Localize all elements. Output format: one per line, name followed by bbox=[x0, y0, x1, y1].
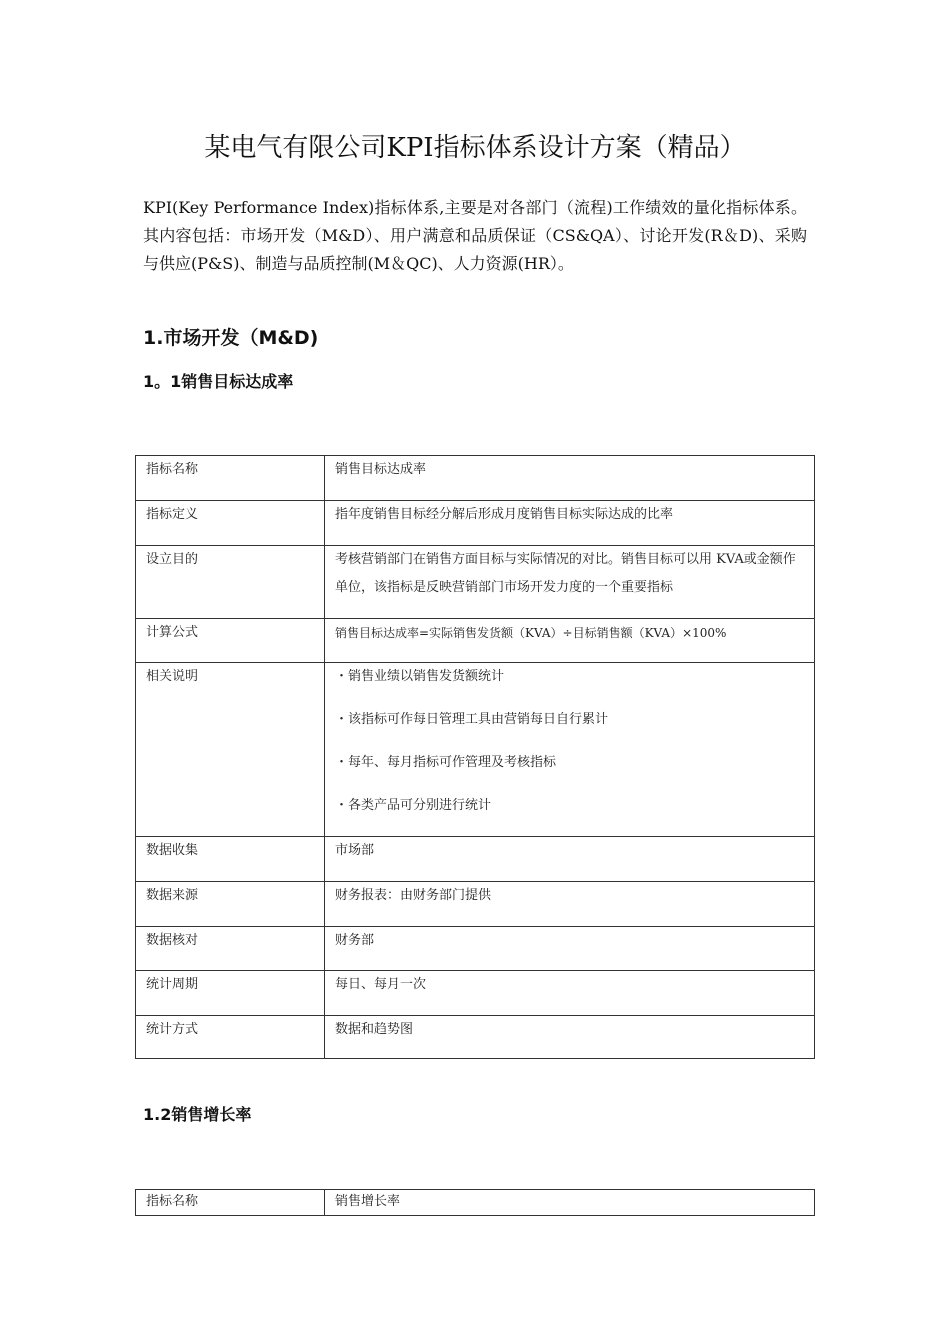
intro-paragraph: KPI(Key Performance Index)指标体系,主要是对各部门（流程)工作绩效的量化指标体系。其内容包括：市场开发（M&D）、用户满意和品质保证（CS&QA）、讨论开发(R＆D)、采购与供应(P&S)、制造与品质控制(M＆QC)、人力资源(HR）。 bbox=[143, 198, 807, 273]
row-label: 相关说明 bbox=[136, 663, 325, 837]
table-row bbox=[136, 501, 815, 546]
row-value: 指年度销售目标经分解后形成月度销售目标实际达成的比率 bbox=[325, 501, 815, 546]
row-label: 指标名称 bbox=[136, 1190, 325, 1216]
row-value: 销售目标达成率=实际销售发货额（KVA）÷目标销售额（KVA）×100% bbox=[325, 619, 815, 663]
section-heading-market-development: 1.市场开发（M&D) bbox=[143, 327, 319, 349]
table-row bbox=[136, 663, 815, 837]
row-value: 财务报表：由财务部门提供 bbox=[325, 882, 815, 927]
row-label: 指标定义 bbox=[136, 501, 325, 546]
kpi-table-sales-target bbox=[135, 455, 815, 1059]
row-label: 数据收集 bbox=[136, 837, 325, 882]
table-row bbox=[136, 882, 815, 927]
row-value-bullets bbox=[325, 663, 815, 837]
row-label: 数据来源 bbox=[136, 882, 325, 927]
table-row bbox=[136, 456, 815, 501]
bullet-item: ・该指标可作每日管理工具由营销每日自行累计 bbox=[335, 712, 609, 727]
table-row bbox=[136, 837, 815, 882]
bullet-item: ・销售业绩以销售发货额统计 bbox=[335, 669, 505, 684]
table-row bbox=[136, 927, 815, 971]
row-label: 数据核对 bbox=[136, 927, 325, 971]
table-row bbox=[136, 546, 815, 619]
bullet-item: ・每年、每月指标可作管理及考核指标 bbox=[335, 755, 557, 770]
row-value: 考核营销部门在销售方面目标与实际情况的对比。销售目标可以用 KVA或金额作单位，该指标是反映营销部门市场开发力度的一个重要指标 bbox=[325, 546, 815, 619]
table-row bbox=[136, 1190, 815, 1216]
row-label: 指标名称 bbox=[136, 456, 325, 501]
bullet-item: ・各类产品可分别进行统计 bbox=[335, 798, 492, 813]
row-value: 每日、每月一次 bbox=[325, 971, 815, 1016]
row-label: 统计方式 bbox=[136, 1016, 325, 1059]
row-value: 销售目标达成率 bbox=[325, 456, 815, 501]
subsection-heading-sales-target: 1。1销售目标达成率 bbox=[143, 372, 294, 391]
document-title: 某电气有限公司KPI指标体系设计方案（精品） bbox=[204, 133, 746, 163]
table-row bbox=[136, 1016, 815, 1059]
row-label: 设立目的 bbox=[136, 546, 325, 619]
row-value: 市场部 bbox=[325, 837, 815, 882]
table-row bbox=[136, 971, 815, 1016]
kpi-table-sales-growth bbox=[135, 1189, 815, 1216]
row-value: 财务部 bbox=[325, 927, 815, 971]
table-row bbox=[136, 619, 815, 663]
row-label: 计算公式 bbox=[136, 619, 325, 663]
subsection-heading-sales-growth: 1.2销售增长率 bbox=[143, 1105, 252, 1124]
row-value: 销售增长率 bbox=[325, 1190, 815, 1216]
row-label: 统计周期 bbox=[136, 971, 325, 1016]
row-value: 数据和趋势图 bbox=[325, 1016, 815, 1059]
